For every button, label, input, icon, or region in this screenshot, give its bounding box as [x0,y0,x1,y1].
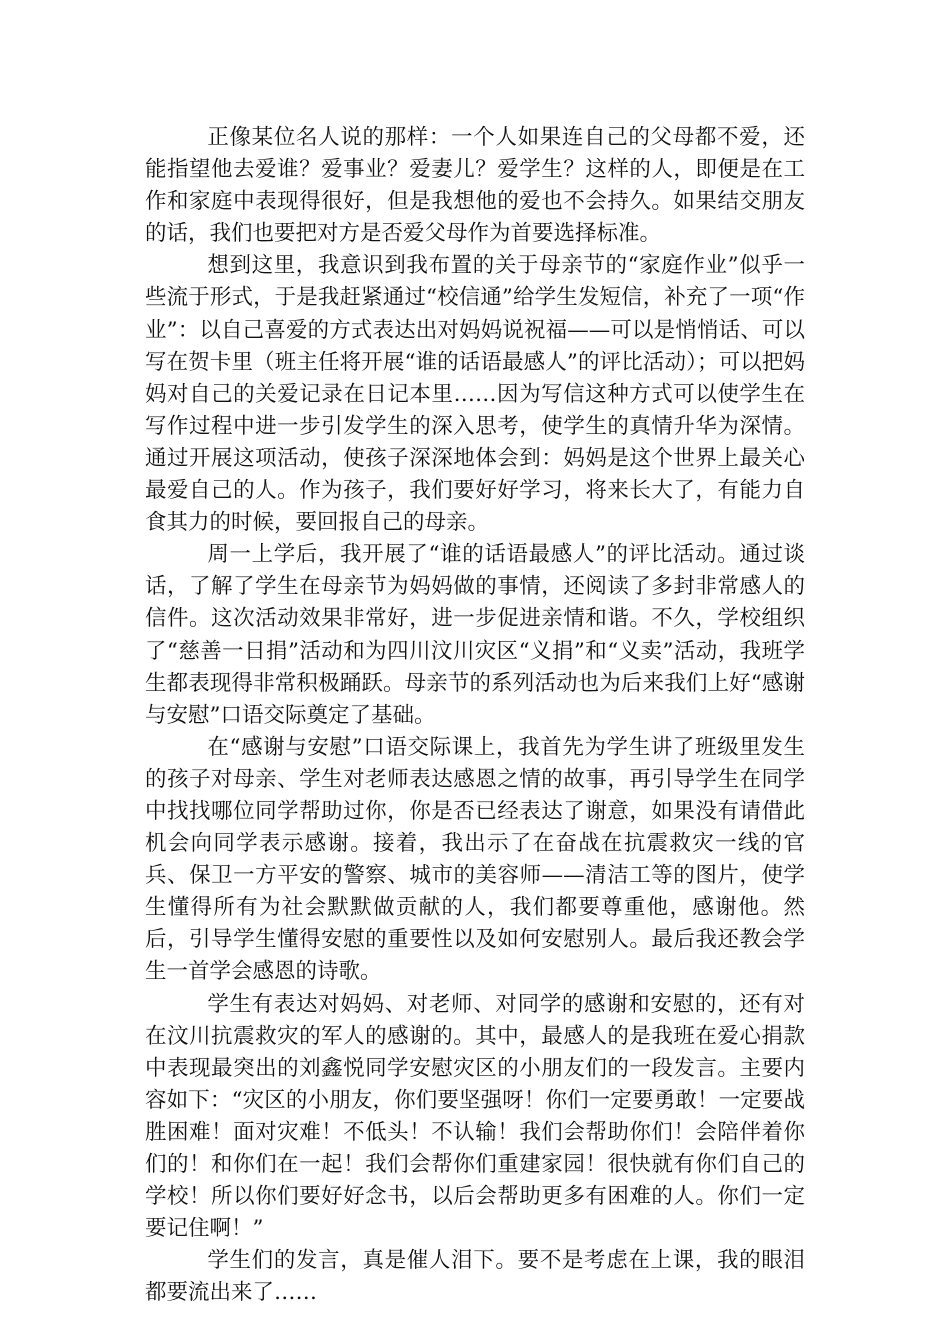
paragraph-1: 正像某位名人说的那样：一个人如果连自己的父母都不爱，还能指望他去爱谁？爱事业？爱妻儿？爱学生？这样的人，即便是在工作和家庭中表现得很好，但是我想他的爱也不会持久。如果结交朋友的话，我们也要把对方是否爱父母作为首要选择标准。 [145,125,805,247]
paragraph-3: 周一上学后，我开展了“谁的话语最感人”的评比活动。通过谈话，了解了学生在母亲节为妈妈做的事情，还阅读了多封非常感人的信件。这次活动效果非常好，进一步促进亲情和谐。不久，学校组织了“慈善一日捐”活动和为四川汶川灾区“义捐”和“义卖”活动，我班学生都表现得非常积极踊跃。母亲节的系列活动也为后来我们上好“感谢与安慰”口语交际奠定了基础。 [145,542,805,728]
paragraph-5: 学生有表达对妈妈、对老师、对同学的感谢和安慰的，还有对在汶川抗震救灾的军人的感谢的。其中，最感人的是我班在爱心捐款中表现最突出的刘鑫悦同学安慰灾区的小朋友们的一段发言。主要内容如下：“灾区的小朋友，你们要坚强呀！你们一定要勇敢！一定要战胜困难！面对灾难！不低头！不认输！我们会帮助你们！会陪伴着你们的！和你们在一起！我们会帮你们重建家园！很快就有你们自己的学校！所以你们要好好念书，以后会帮助更多有困难的人。你们一定要记住啊！” [145,991,805,1242]
paragraph-2: 想到这里，我意识到我布置的关于母亲节的“家庭作业”似乎一些流于形式，于是我赶紧通过“校信通”给学生发短信，补充了一项“作业”：以自己喜爱的方式表达出对妈妈说祝福——可以是悄悄话、可以写在贺卡里（班主任将开展“谁的话语最感人”的评比活动）；可以把妈妈对自己的关爱记录在日记本里……因为写信这种方式可以使学生在写作过程中进一步引发学生的深入思考，使学生的真情升华为深情。通过开展这项活动，使孩子深深地体会到：妈妈是这个世界上最关心最爱自己的人。作为孩子，我们要好好学习，将来长大了，有能力自食其力的时候，要回报自己的母亲。 [145,253,805,536]
document-body [145,122,805,1309]
paragraph-6: 学生们的发言，真是催人泪下。要不是考虑在上课，我的眼泪都要流出来了…… [145,1248,805,1306]
paragraph-4: 在“感谢与安慰”口语交际课上，我首先为学生讲了班级里发生的孩子对母亲、学生对老师表达感恩之情的故事，再引导学生在同学中找找哪位同学帮助过你，你是否已经表达了谢意，如果没有请借此机会向同学表示感谢。接着，我出示了在奋战在抗震救灾一线的官兵、保卫一方平安的警察、城市的美容师——清洁工等的图片，使学生懂得所有为社会默默做贡献的人，我们都要尊重他，感谢他。然后，引导学生懂得安慰的重要性以及如何安慰别人。最后我还教会学生一首学会感恩的诗歌。 [145,734,805,985]
